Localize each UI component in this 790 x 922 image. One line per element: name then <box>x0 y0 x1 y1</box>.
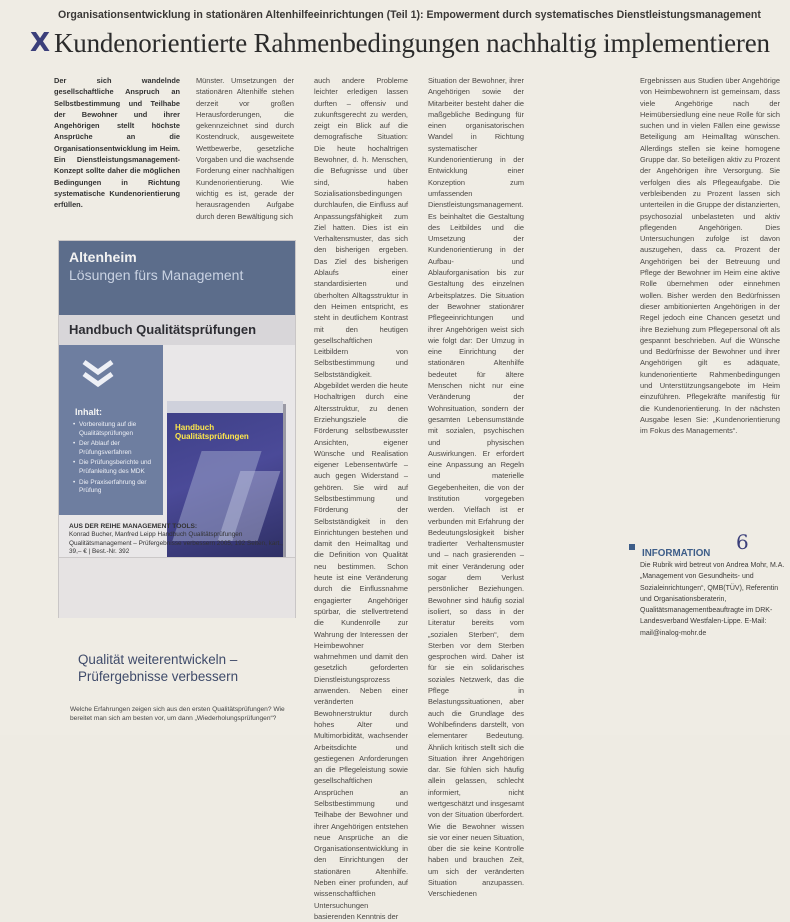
ad-contents-item: • Die Prüfungsberichte und Prüfanleitung des MDK <box>73 459 161 476</box>
ad-footer <box>59 557 295 618</box>
ad-contents-item: • Die Praxiserfahrung der Prüfung <box>73 479 161 496</box>
ad-brand: Altenheim <box>69 249 137 265</box>
ad-header <box>59 241 295 315</box>
ad-book-details: Konrad Bucher, Manfred Leipp Handbuch Qualitätsprüfungen Qualitätsmanagement – Prüfergebnisse verbessern 2005, 192 Seiten, kart., 39,– € | Best.-Nr. 392 <box>69 531 283 556</box>
article-headline: Kundenorientierte Rahmenbedingungen nachhaltig implementieren <box>54 28 770 58</box>
article-column-4 <box>428 75 524 899</box>
ad-contents-panel <box>59 345 163 515</box>
ad-contents-item: • Vorbereitung auf die Qualitätsprüfungen <box>73 421 161 438</box>
ad-book-title: Handbuch Qualitätsprüfungen <box>69 322 257 337</box>
ad-series-label: AUS DER REIHE MANAGEMENT TOOLS: <box>69 523 198 530</box>
column-3-text: auch andere Probleme leichter erledigen lassen durften – offensiv und zukunftsgerecht zu werden, zeigt ein Blick auf die demografische Situation: Die heute hochaltrigen Bewohner, d. h. Menschen, die Befugnisse und über sind, haben Sozialisationsbedingungen durchlaufen, die Einfluss auf Anpassungsfähigkeit zum Ziel hatten. Dies ist ein Verhaltensmuster, das sich den bisherigen ergeben. Das Ziel des bisherigen Ablaufs einer standardisierten und überholten Alltagsstruktur in den Heimen entspricht, es steht in deutlichem Kontrast mit den heutigen gesellschaftlichen Leitbildern von Selbstbestimmung und Selbstständigkeit. Abgebildet werden die heute Hochaltrigen durch eine Altersstruktur, zu denen Erziehungsziele die Förderung selbstbewusster Ansichten, eigener Wünsche und Realisation eigener Lebensentwürfe – auch gegen Widerstand – gehören. Sie wird auf Selbstbestimmung und Förderung der Selbstständigkeit in den Einrichtungen bestehen und damit den Heimalltag und die Definition von Qualität neu bestimmen. Schon heute ist eine Veränderung durch die Einflussnahme engagierter Angehöriger spürbar, die stellvertretend die Kundenrolle zur Wahrung der Interessen der Heimbewohner wahrnehmen und damit den gesetzlich geforderten Dienstleistungsprozess anwenden. Neben einer veränderten Bewohnerstruktur durch hohes Alter und Multimorbidität, wachsender Arbeitsdichte und gestiegenen Anforderungen an die Pflegeleistung sowie gesellschaftlichen Ansprüchen an Selbstbestimmung und Teilhabe der Bewohner und ihrer Angehörigen entstehen neue Ansprüche an die Organisationsentwicklung in den Einrichtungen der stationären Altenhilfe. Neben einer profunden, auf wissenschaftlichen Untersuchungen basierenden Kenntnis der <box>314 76 408 921</box>
ad-promo-text: Welche Erfahrungen zeigen sich aus den ersten Qualitätsprüfungen? Wie bereitet man sich am besten vor, um dann „Wiederholungsprüfungen“? <box>70 706 285 722</box>
article-column-2 <box>196 75 294 235</box>
column-2-text: Münster. Umsetzungen der stationären Altenhilfe stehen derzeit vor großen Herausforderungen, die gekennzeichnet sind durch Kostendruck, ausgeweitete Wettbewerbe, gesetzliche Vorgaben und die wachsende Forderung einer nachhaltigen Kundenorientierung. Wie wichtig es ist, gerade der herausragenden Aufgabe durch deren Bewältigung sich <box>196 76 294 221</box>
ad-contents-item: • Der Ablauf der Prüfungsverfahren <box>73 440 161 457</box>
ad-brand-tagline: Lösungen fürs Management <box>69 267 244 283</box>
lead-paragraph: Der sich wandelnde gesellschaftliche Anspruch an Selbstbestimmung und Teilhabe der Bewohner und ihrer Angehörigen stellt höchste Ansprüche an die Organisationsentwicklung im Heim. Ein Dienstleistungsmanagement-Konzept sollte daher die möglichen Bedingungen in Richtung systematische Kundenorientierung erfüllen. <box>54 76 180 210</box>
handwritten-page-number: 6 <box>736 530 749 554</box>
info-bullet-icon <box>629 544 635 550</box>
double-chevron-down-icon <box>81 359 115 391</box>
ad-footer-line-1: Qualität weiterentwickeln – <box>78 652 238 667</box>
info-box-title: INFORMATION <box>642 548 711 559</box>
column-5-text: Ergebnissen aus Studien über Angehörige von Heimbewohnern ist gemeinsam, dass viele Angehörige nach der Heimübersiedlung eine neue Rolle für sich suchen und in vielen Fällen eine gewisse Beteiligung am Heimalltag wünschen. Allerdings stellen sie keine homogene Gruppe dar. So beteiligen aktiv zu Prozent der Angehörigen ihre Versorgung. Sie verfolgen dies als Pflegeaufgabe. Die verbleibenden zu Prozent lassen sich unterteilen in die Gruppe der distanzierten, psychosozial unbelasteten und aktiv pflegenden Angehörigen. Dies Untersuchungen zufolge ist davon auszugehen, dass ca. Prozent der Angehörigen bei der Betreuung und Pflege der Bewohner im Heim eine aktive Rolle übernehmen oder einnehmen wollen. Bisher werden den Bedürfnissen dieser ambitionierten Angehörigen in der Regel jedoch eine Chancen gesetzt und ihre Beziehung zum Pflegepersonal oft als gespannt beschrieben. Auf die Wünsche und Bedürfnisse der Bewohner und ihrer Angehörigen gilt es adäquate, kundenorientierte Rahmenbedingungen und Unterstützungsangebote im Heim einzuführen. Pflegekräfte manifestig für die Kundenorientierung. In der nächsten Ausgabe lesen Sie: „Kundenorientierung im Fokus des Managements“. <box>640 76 780 436</box>
ad-contents-list <box>73 421 161 498</box>
article-column-3 <box>314 75 408 921</box>
ad-footer-line-2: Prüfergebnisse verbessern <box>78 669 239 684</box>
column-4-text: Situation der Bewohner, ihrer Angehörigen sowie der Mitarbeiter besteht daher die maßgebliche Bedingung für einen organisatorischen Wandel in Richtung systematischer Kundenorientierung in der Entwicklung einer Konzeption zum umfassenden Dienstleistungsmanagement. Es beinhaltet die Gestaltung des Leitbildes und die Umsetzung der Kundenorientierung in der Aufbau- und Ablauforganisation bis zur Gestaltung des einzelnen Arbeitsplatzes. Die Situation der Bewohner stationärer Pflegeeinrichtungen und ihrer Angehörigen weist sich wie folgt dar: Der Umzug in eine Einrichtung der stationären Altenhilfe bedeutet für ältere Menschen nicht nur eine Veränderung der Wohnsituation, sondern der gesamten Lebensumstände mit sozialen, psychischen und physischen Auswirkungen. Er erfordert eine Anpassung an Regeln und materielle Gegebenheiten, die von der Institution vorgegeben werden. Vielfach ist er verbunden mit Erfahrung der Bedeutungslosigkeit bisher tradierter Verhaltensmuster und – nach grasierenden – mit einer Veränderung oder sogar dem Verlust persönlicher Beziehungen. Bewohner sind häufig sozial isoliert, so dass in der Literatur bereits vom „sozialen Sterben“, dem Sterben vor dem Sterben gesprochen wird. Daher ist für sie ein solidarisches soziales Netzwerk, das die Pflege in Belastungssituationen, aber auch die Grundlage des Wohlbefindens darstellt, von elementarer Bedeutung. Ähnlich kritisch stellt sich die Situation ihrer Angehörigen dar. Sie fühlen sich häufig allein gelassen, schlecht informiert, nicht wertgeschätzt und insgesamt von der Situation überfordert. Wie die Bewohner wissen sie vor einer neuen Situation, über die sie keine Kontrolle haben und brauchen Zeit, um sich der veränderten Situation anzupassen. Verschiedenen <box>428 76 524 899</box>
ad-title-band <box>59 315 295 345</box>
article-kicker: Organisationsentwicklung in stationären Altenhilfeeinrichtungen (Teil 1): Empowerment durch systematisches Dienstleistungsmanagement <box>58 9 761 21</box>
book-cover-title: Handbuch Qualitätsprüfungen <box>175 423 249 441</box>
book-advertisement <box>58 240 296 618</box>
ad-book-caption <box>69 523 285 557</box>
info-box-body: Die Rubrik wird betreut von Andrea Mohr, M.A. „Management von Gesundheits- und Sozialeinrichtungen“, QMB(TÜV), Referentin und Organisationsberaterin, Qualitätsmanagementbeauftragte im DRK-Landesverband Westfalen-Lippe. E-Mail: mail@inalog-mohr.de <box>640 562 785 637</box>
article-lead <box>54 75 180 235</box>
handwritten-x-mark: X <box>30 28 51 58</box>
article-column-5 <box>640 75 780 530</box>
ad-contents-heading: Inhalt: <box>75 407 102 417</box>
